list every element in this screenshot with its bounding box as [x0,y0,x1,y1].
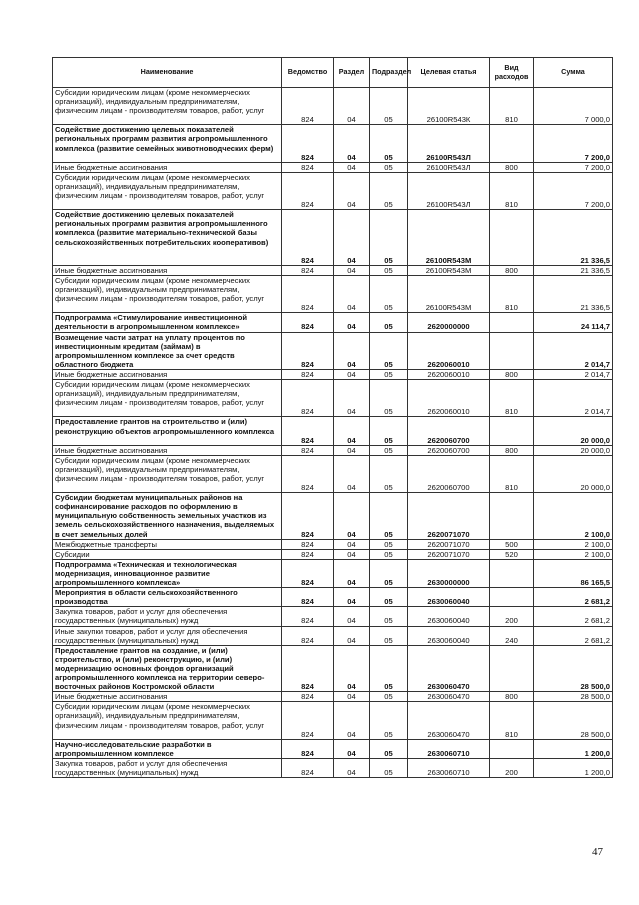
table-row [53,559,613,587]
table-row [53,645,613,692]
row-summa: 2 014,7 [534,380,613,417]
row-podrazdel: 05 [370,607,408,626]
row-celevaya-statya: 2620060700 [408,445,490,455]
row-summa: 2 014,7 [534,332,613,369]
row-razdel: 04 [334,313,370,332]
row-razdel: 04 [334,626,370,645]
row-celevaya-statya: 2620060700 [408,417,490,445]
row-summa: 2 100,0 [534,549,613,559]
row-vid-rashodov [490,417,534,445]
row-vid-rashodov: 200 [490,607,534,626]
row-razdel: 04 [334,380,370,417]
row-name: Закупка товаров, работ и услуг для обеспечения государственных (муниципальных) нужд [53,607,282,626]
row-celevaya-statya: 2630060040 [408,588,490,607]
table-row [53,88,613,125]
header-celevaya-statya: Целевая статья [408,58,490,88]
row-celevaya-statya: 26100R543К [408,88,490,125]
row-summa: 1 200,0 [534,758,613,777]
table-row [53,455,613,492]
row-vedomstvo: 824 [282,265,334,275]
row-name: Иные закупки товаров, работ и услуг для обеспечения государственных (муниципальных) нужд [53,626,282,645]
row-vedomstvo: 824 [282,125,334,162]
row-razdel: 04 [334,210,370,266]
row-razdel: 04 [334,332,370,369]
row-vedomstvo: 824 [282,626,334,645]
row-podrazdel: 05 [370,369,408,379]
row-celevaya-statya: 2630060710 [408,758,490,777]
table-row [53,702,613,739]
row-podrazdel: 05 [370,559,408,587]
row-name: Иные бюджетные ассигнования [53,369,282,379]
row-name: Субсидии юридическим лицам (кроме некоммерческих организаций), индивидуальным предпринимателям, физическим лицам - производителям товаров, работ, услуг [53,88,282,125]
row-vedomstvo: 824 [282,332,334,369]
row-name: Подпрограмма «Стимулирование инвестиционной деятельности в агропромышленном комплексе» [53,313,282,332]
row-name: Предоставление грантов на строительство и (или) реконструкцию объектов агропромышленного комплекса [53,417,282,445]
row-razdel: 04 [334,275,370,312]
table-row [53,210,613,266]
row-vedomstvo: 824 [282,369,334,379]
row-summa: 20 000,0 [534,445,613,455]
row-vedomstvo: 824 [282,702,334,739]
page-number: 47 [592,846,603,858]
row-podrazdel: 05 [370,265,408,275]
row-razdel: 04 [334,445,370,455]
table-row [53,445,613,455]
row-summa: 24 114,7 [534,313,613,332]
row-name: Субсидии юридическим лицам (кроме некоммерческих организаций), индивидуальным предпринимателям, физическим лицам - производителям товаров, работ, услуг [53,455,282,492]
row-podrazdel: 05 [370,210,408,266]
row-razdel: 04 [334,607,370,626]
table-row [53,758,613,777]
row-vedomstvo: 824 [282,645,334,692]
row-celevaya-statya: 2630060470 [408,645,490,692]
table-row [53,313,613,332]
row-celevaya-statya: 2620060010 [408,332,490,369]
row-summa: 7 200,0 [534,162,613,172]
row-celevaya-statya: 2620071070 [408,493,490,540]
row-razdel: 04 [334,702,370,739]
row-podrazdel: 05 [370,417,408,445]
row-celevaya-statya: 2620060010 [408,380,490,417]
row-razdel: 04 [334,588,370,607]
row-vid-rashodov [490,739,534,758]
row-vid-rashodov: 800 [490,445,534,455]
row-celevaya-statya: 2620071070 [408,539,490,549]
header-podrazdel: Подраздел [370,58,408,88]
row-vid-rashodov: 800 [490,369,534,379]
row-vid-rashodov: 800 [490,162,534,172]
budget-table [52,57,613,778]
row-vid-rashodov: 810 [490,455,534,492]
row-podrazdel: 05 [370,588,408,607]
table-row [53,692,613,702]
row-summa: 21 336,5 [534,265,613,275]
row-summa: 2 100,0 [534,493,613,540]
row-name: Содействие достижению целевых показателей региональных программ развития агропромышленного комплекса (развитие семейных животноводческих ферм) [53,125,282,162]
row-vid-rashodov: 500 [490,539,534,549]
row-summa: 7 200,0 [534,172,613,209]
row-vid-rashodov [490,493,534,540]
row-summa: 2 681,2 [534,626,613,645]
row-vedomstvo: 824 [282,549,334,559]
row-vid-rashodov: 200 [490,758,534,777]
row-razdel: 04 [334,559,370,587]
row-podrazdel: 05 [370,455,408,492]
table-row [53,125,613,162]
row-podrazdel: 05 [370,739,408,758]
table-row [53,739,613,758]
table-row [53,332,613,369]
table-row [53,493,613,540]
row-name: Мероприятия в области сельскохозяйственного производства [53,588,282,607]
header-razdel: Раздел [334,58,370,88]
row-vedomstvo: 824 [282,380,334,417]
table-row [53,607,613,626]
table-row [53,539,613,549]
row-summa: 21 336,5 [534,275,613,312]
row-vedomstvo: 824 [282,275,334,312]
row-name: Возмещение части затрат на уплату процентов по инвестиционным кредитам (займам) в агропромышленном комплексе за счет средств областного бюджета [53,332,282,369]
row-celevaya-statya: 26100R543Л [408,162,490,172]
row-summa: 2 681,2 [534,588,613,607]
row-celevaya-statya: 26100R543Л [408,172,490,209]
row-vedomstvo: 824 [282,162,334,172]
row-summa: 20 000,0 [534,455,613,492]
row-vedomstvo: 824 [282,313,334,332]
row-name: Подпрограмма «Техническая и технологическая модернизация, инновационное развитие агропромышленного комплекса» [53,559,282,587]
row-name: Иные бюджетные ассигнования [53,445,282,455]
header-name: Наименование [53,58,282,88]
header-summa: Сумма [534,58,613,88]
table-row [53,588,613,607]
row-podrazdel: 05 [370,88,408,125]
row-celevaya-statya: 2630000000 [408,559,490,587]
table-row [53,549,613,559]
row-podrazdel: 05 [370,493,408,540]
table-row [53,265,613,275]
row-vid-rashodov: 810 [490,275,534,312]
row-name: Субсидии юридическим лицам (кроме некоммерческих организаций), индивидуальным предпринимателям, физическим лицам - производителям товаров, работ, услуг [53,702,282,739]
row-vid-rashodov: 240 [490,626,534,645]
row-razdel: 04 [334,162,370,172]
row-vedomstvo: 824 [282,455,334,492]
row-summa: 7 000,0 [534,88,613,125]
row-podrazdel: 05 [370,539,408,549]
row-razdel: 04 [334,692,370,702]
table-body [53,88,613,778]
row-summa: 20 000,0 [534,417,613,445]
row-razdel: 04 [334,645,370,692]
row-podrazdel: 05 [370,380,408,417]
row-podrazdel: 05 [370,313,408,332]
row-razdel: 04 [334,549,370,559]
table-row [53,626,613,645]
row-razdel: 04 [334,369,370,379]
row-name: Субсидии юридическим лицам (кроме некоммерческих организаций), индивидуальным предпринимателям, физическим лицам - производителям товаров, работ, услуг [53,380,282,417]
row-vedomstvo: 824 [282,88,334,125]
row-name: Субсидии юридическим лицам (кроме некоммерческих организаций), индивидуальным предпринимателям, физическим лицам - производителям товаров, работ, услуг [53,172,282,209]
table-row [53,162,613,172]
row-podrazdel: 05 [370,626,408,645]
row-name: Субсидии [53,549,282,559]
row-summa: 2 681,2 [534,607,613,626]
row-podrazdel: 05 [370,758,408,777]
budget-table-sheet [52,57,612,778]
row-razdel: 04 [334,265,370,275]
row-summa: 2 014,7 [534,369,613,379]
row-celevaya-statya: 2630060470 [408,692,490,702]
row-name: Межбюджетные трансферты [53,539,282,549]
row-name: Содействие достижению целевых показателей региональных программ развития агропромышленного комплекса (развитие материально-технической базы сельскохозяйственных потребительских кооперативов) [53,210,282,266]
row-podrazdel: 05 [370,702,408,739]
row-vid-rashodov [490,210,534,266]
row-vedomstvo: 824 [282,559,334,587]
row-razdel: 04 [334,539,370,549]
row-razdel: 04 [334,88,370,125]
table-row [53,417,613,445]
row-vedomstvo: 824 [282,445,334,455]
row-summa: 28 500,0 [534,702,613,739]
row-vid-rashodov: 800 [490,692,534,702]
table-row [53,369,613,379]
row-podrazdel: 05 [370,162,408,172]
row-celevaya-statya: 26100R543Л [408,125,490,162]
table-row [53,275,613,312]
row-vedomstvo: 824 [282,607,334,626]
row-podrazdel: 05 [370,275,408,312]
row-razdel: 04 [334,125,370,162]
row-name: Закупка товаров, работ и услуг для обеспечения государственных (муниципальных) нужд [53,758,282,777]
header-vedomstvo: Ведомство [282,58,334,88]
table-header-row [53,58,613,88]
row-summa: 86 165,5 [534,559,613,587]
row-razdel: 04 [334,417,370,445]
row-razdel: 04 [334,172,370,209]
row-podrazdel: 05 [370,692,408,702]
row-vid-rashodov [490,588,534,607]
row-vedomstvo: 824 [282,539,334,549]
row-razdel: 04 [334,493,370,540]
row-vid-rashodov: 520 [490,549,534,559]
row-podrazdel: 05 [370,445,408,455]
row-podrazdel: 05 [370,645,408,692]
row-vedomstvo: 824 [282,417,334,445]
row-vid-rashodov: 810 [490,702,534,739]
table-row [53,380,613,417]
row-summa: 28 500,0 [534,692,613,702]
row-razdel: 04 [334,455,370,492]
row-name: Субсидии бюджетам муниципальных районов на софинансирование расходов по оформлению в муниципальную собственность земельных участков из земель сельскохозяйственного назначения, выделяемых в счет земельных долей [53,493,282,540]
row-vid-rashodov [490,559,534,587]
row-celevaya-statya: 2620060010 [408,369,490,379]
table-row [53,172,613,209]
row-name: Иные бюджетные ассигнования [53,162,282,172]
header-vid-rashodov: Вид расходов [490,58,534,88]
row-podrazdel: 05 [370,332,408,369]
row-celevaya-statya: 2620000000 [408,313,490,332]
row-celevaya-statya: 2630060710 [408,739,490,758]
row-podrazdel: 05 [370,549,408,559]
row-celevaya-statya: 26100R543М [408,275,490,312]
row-vid-rashodov: 810 [490,88,534,125]
row-celevaya-statya: 2630060040 [408,607,490,626]
row-vid-rashodov: 800 [490,265,534,275]
row-vid-rashodov [490,332,534,369]
row-celevaya-statya: 2630060040 [408,626,490,645]
row-vedomstvo: 824 [282,172,334,209]
row-podrazdel: 05 [370,172,408,209]
row-name: Предоставление грантов на создание, и (или) строительство, и (или) реконструкцию, и (или) модернизацию основных фондов организаций агропромышленного комплекса на территории северо-восточных районов Костромской области [53,645,282,692]
row-name: Иные бюджетные ассигнования [53,692,282,702]
row-razdel: 04 [334,758,370,777]
row-vedomstvo: 824 [282,758,334,777]
row-name: Иные бюджетные ассигнования [53,265,282,275]
row-vedomstvo: 824 [282,692,334,702]
row-summa: 7 200,0 [534,125,613,162]
row-summa: 2 100,0 [534,539,613,549]
row-vedomstvo: 824 [282,588,334,607]
row-celevaya-statya: 2620071070 [408,549,490,559]
row-celevaya-statya: 26100R543М [408,265,490,275]
row-vedomstvo: 824 [282,739,334,758]
row-summa: 28 500,0 [534,645,613,692]
row-vedomstvo: 824 [282,493,334,540]
row-summa: 21 336,5 [534,210,613,266]
row-name: Субсидии юридическим лицам (кроме некоммерческих организаций), индивидуальным предпринимателям, физическим лицам - производителям товаров, работ, услуг [53,275,282,312]
row-celevaya-statya: 26100R543М [408,210,490,266]
row-razdel: 04 [334,739,370,758]
row-summa: 1 200,0 [534,739,613,758]
row-vid-rashodov: 810 [490,172,534,209]
row-vid-rashodov [490,645,534,692]
row-celevaya-statya: 2630060470 [408,702,490,739]
row-podrazdel: 05 [370,125,408,162]
row-vid-rashodov: 810 [490,380,534,417]
row-vedomstvo: 824 [282,210,334,266]
row-name: Научно-исследовательские разработки в агропромышленном комплексе [53,739,282,758]
row-vid-rashodov [490,313,534,332]
row-vid-rashodov [490,125,534,162]
row-celevaya-statya: 2620060700 [408,455,490,492]
